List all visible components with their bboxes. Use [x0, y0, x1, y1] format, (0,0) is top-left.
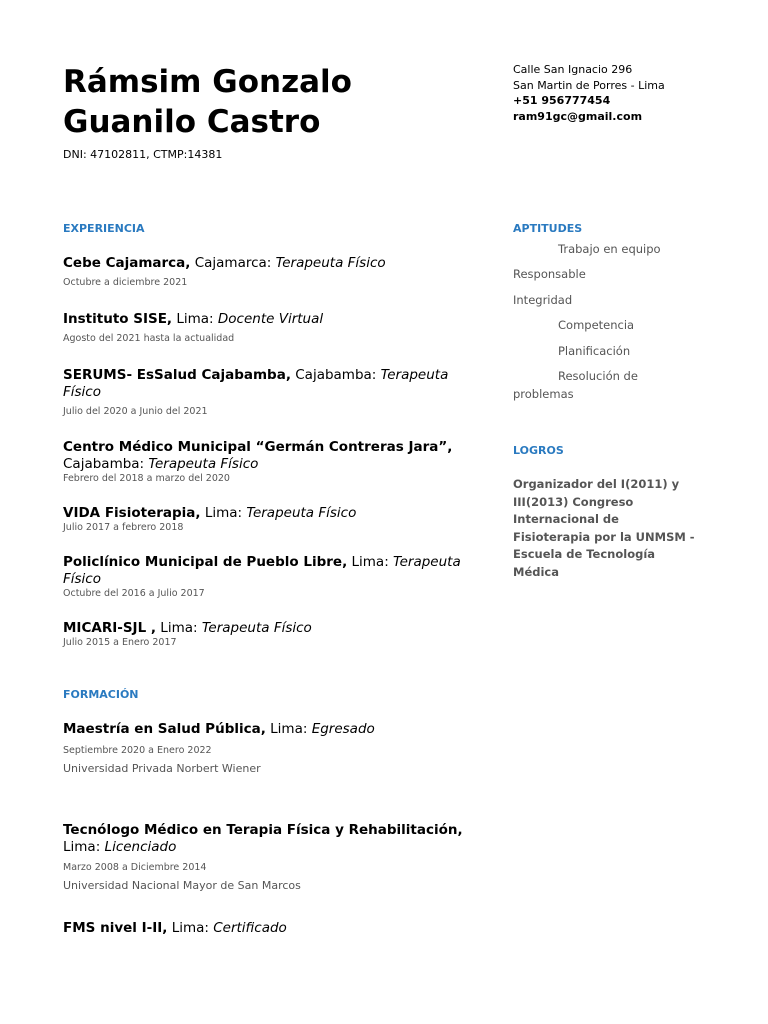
skill-item: Planificación — [558, 344, 631, 358]
experience-role: Terapeuta Físico — [63, 367, 449, 400]
experience-item — [63, 367, 473, 417]
skill-item: Integridad — [513, 293, 573, 307]
education-title — [63, 920, 473, 937]
education-date: Marzo 2008 a Diciembre 2014 — [63, 862, 207, 873]
experience-org: SERUMS- EsSalud Cajabamba, — [63, 367, 291, 383]
experience-role: Docente Virtual — [217, 311, 324, 327]
experience-place: Lima: — [200, 505, 247, 521]
experience-title — [63, 505, 473, 522]
experience-org: Instituto SISE, — [63, 311, 173, 327]
address-line-1: Calle San Ignacio 296 — [513, 63, 633, 76]
experience-item — [63, 620, 473, 648]
experience-org: Cebe Cajamarca, — [63, 255, 191, 271]
experience-org: Centro Médico Municipal “Germán Contreras Jara”, — [63, 439, 453, 455]
education-place: Lima: — [167, 920, 214, 936]
experience-title — [63, 620, 473, 637]
experience-title — [63, 367, 473, 401]
experience-role: Terapeuta Físico — [201, 620, 312, 636]
skill-item: Responsable — [513, 267, 586, 281]
experience-place: Cajamarca: — [190, 255, 276, 271]
education-date: Septiembre 2020 a Enero 2022 — [63, 745, 212, 756]
experience-title — [63, 554, 473, 588]
education-title — [63, 822, 473, 856]
education-item — [63, 721, 473, 775]
education-degree: Maestría en Salud Pública, — [63, 721, 266, 737]
experience-org: Policlínico Municipal de Pueblo Libre, — [63, 554, 348, 570]
education-item — [63, 920, 473, 937]
experience-item — [63, 311, 473, 344]
achievements-heading: LOGROS — [513, 444, 564, 457]
experience-role: Terapeuta Físico — [246, 505, 357, 521]
experience-item — [63, 505, 473, 533]
experience-role: Terapeuta Físico — [148, 456, 259, 472]
experience-place: Lima: — [156, 620, 202, 636]
education-status: Certificado — [213, 920, 287, 936]
education-status: Licenciado — [104, 839, 177, 855]
experience-date: Julio 2017 a febrero 2018 — [63, 522, 184, 533]
phone: +51 956777454 — [513, 94, 611, 107]
experience-title — [63, 255, 473, 272]
email: ram91gc@gmail.com — [513, 109, 643, 123]
experience-date: Julio 2015 a Enero 2017 — [63, 637, 177, 648]
experience-place: Lima: — [172, 311, 218, 327]
skill-item: Competencia — [558, 318, 635, 332]
experience-org: MICARI-SJL , — [63, 620, 157, 636]
experience-item — [63, 255, 473, 288]
experience-date: Octubre del 2016 a Julio 2017 — [63, 588, 205, 599]
experience-title — [63, 311, 473, 328]
name-line-2: Guanilo Castro — [63, 104, 321, 140]
skills-heading: APTITUDES — [513, 222, 583, 235]
experience-role: Terapeuta Físico — [275, 255, 386, 271]
candidate-name — [63, 62, 463, 142]
experience-date: Octubre a diciembre 2021 — [63, 277, 188, 288]
education-place: Lima: — [63, 839, 105, 855]
skill-item: Resolución de problemas — [513, 369, 638, 401]
skill-item: Trabajo en equipo — [558, 242, 661, 256]
experience-date: Febrero del 2018 a marzo del 2020 — [63, 473, 230, 484]
experience-org: VIDA Fisioterapia, — [63, 505, 201, 521]
experience-place: Cajabamba: — [63, 456, 149, 472]
achievement-item: Organizador del I(2011) y III(2013) Congreso Internacional de Fisioterapia por la UNMSM - Escuela de Tecnología Médica — [513, 477, 695, 579]
education-heading: FORMACIÓN — [63, 688, 139, 701]
experience-place: Lima: — [347, 554, 394, 570]
experience-title — [63, 439, 473, 473]
education-status: Egresado — [311, 721, 375, 737]
dni-line: DNI: 47102811, CTMP:14381 — [63, 148, 223, 161]
education-item — [63, 822, 473, 892]
experience-date: Agosto del 2021 hasta la actualidad — [63, 333, 235, 344]
experience-item — [63, 554, 473, 599]
contact-block — [513, 62, 753, 124]
address-line-2: San Martin de Porres - Lima — [513, 78, 665, 92]
education-title — [63, 721, 473, 738]
experience-heading: EXPERIENCIA — [63, 222, 145, 235]
education-place: Lima: — [265, 721, 312, 737]
experience-date: Julio del 2020 a Junio del 2021 — [63, 406, 208, 417]
education-institution: Universidad Privada Norbert Wiener — [63, 762, 261, 775]
name-line-1: Rámsim Gonzalo — [63, 64, 352, 100]
experience-place: Cajabamba: — [290, 367, 381, 383]
experience-role: Terapeuta Físico — [63, 554, 461, 587]
education-degree: FMS nivel I-II, — [63, 920, 168, 936]
experience-item — [63, 439, 473, 484]
education-institution: Universidad Nacional Mayor de San Marcos — [63, 879, 301, 892]
education-degree: Tecnólogo Médico en Terapia Física y Rehabilitación, — [63, 822, 463, 838]
